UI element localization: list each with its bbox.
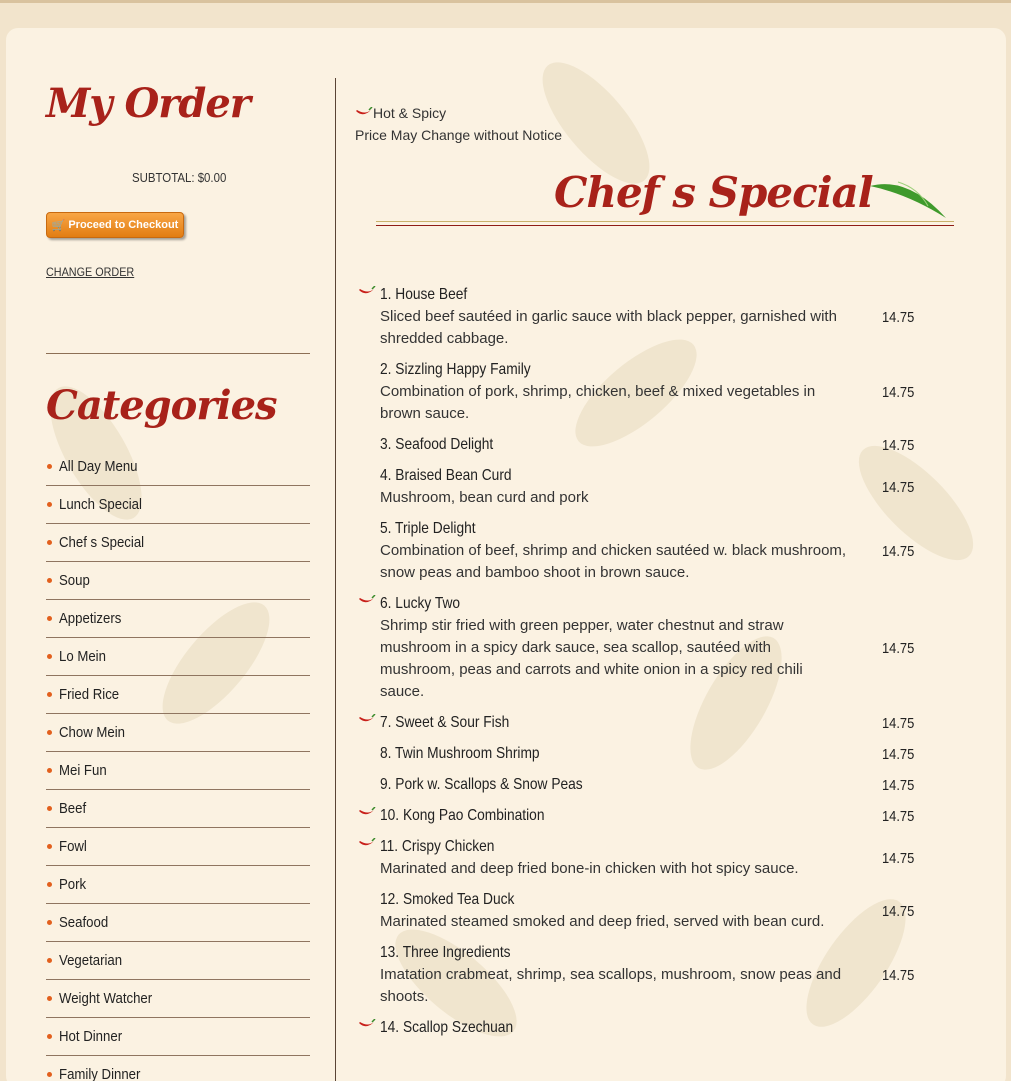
menu-item-price: 14.75: [882, 436, 915, 454]
categories-title: Categories: [46, 382, 277, 429]
category-list: [46, 448, 310, 1081]
category-item[interactable]: [46, 752, 310, 790]
menu-item-body: [380, 1017, 850, 1039]
change-order-link[interactable]: CHANGE ORDER: [46, 265, 135, 279]
category-label: Family Dinner: [59, 1066, 141, 1081]
top-bar: [0, 0, 1011, 3]
bullet-icon: [47, 882, 52, 887]
menu-item-price: 14.75: [882, 776, 915, 794]
category-label: Fowl: [59, 838, 87, 855]
bullet-icon: [47, 502, 52, 507]
section-title: Chef s Special: [554, 168, 873, 217]
menu-item[interactable]: [355, 938, 975, 1013]
menu-item-price: 14.75: [882, 383, 915, 401]
bullet-icon: [47, 996, 52, 1001]
menu-item-body: [380, 284, 850, 350]
menu-item-body: [380, 942, 850, 1008]
menu-item[interactable]: [355, 355, 975, 430]
bullet-icon: [47, 730, 52, 735]
menu-item-name: 11. Crispy Chicken: [380, 838, 495, 855]
menu-item[interactable]: [355, 1013, 975, 1044]
bullet-icon: [47, 768, 52, 773]
category-label: Vegetarian: [59, 952, 123, 969]
category-label: Lunch Special: [59, 496, 142, 513]
menu-item-description: Imatation crabmeat, shrimp, sea scallops, mushroom, snow peas and shoots.: [380, 966, 842, 1005]
category-item[interactable]: [46, 676, 310, 714]
checkout-button-label: Proceed to Checkout: [68, 219, 179, 231]
menu-item-price: 14.75: [882, 639, 915, 657]
category-item[interactable]: [46, 448, 310, 486]
bullet-icon: [47, 654, 52, 659]
menu-item-name: 10. Kong Pao Combination: [380, 807, 545, 824]
category-item[interactable]: [46, 486, 310, 524]
menu-item-price: 14.75: [882, 308, 915, 326]
bullet-icon: [47, 844, 52, 849]
menu-item-body: [380, 743, 850, 765]
category-item[interactable]: [46, 638, 310, 676]
menu-item-price: 14.75: [882, 902, 915, 920]
category-label: Pork: [59, 876, 87, 893]
category-item[interactable]: [46, 980, 310, 1018]
chili-pepper-icon: [358, 838, 376, 850]
chili-pepper-icon: [358, 807, 376, 819]
menu-item-price: 14.75: [882, 714, 915, 732]
main-panel: [6, 28, 1006, 1081]
menu-item[interactable]: [355, 280, 975, 355]
menu-item-body: [380, 593, 850, 703]
category-item[interactable]: [46, 942, 310, 980]
menu-item-price: 14.75: [882, 478, 915, 496]
menu-item-description: Marinated and deep fried bone-in chicken with hot spicy sauce.: [380, 860, 799, 877]
menu-item-list: [355, 280, 975, 1044]
menu-item-description: Sliced beef sautéed in garlic sauce with black pepper, garnished with shredded cabbage.: [380, 308, 837, 347]
bullet-icon: [47, 616, 52, 621]
category-label: Hot Dinner: [59, 1028, 123, 1045]
category-item[interactable]: [46, 866, 310, 904]
menu-item[interactable]: [355, 708, 975, 739]
menu-item-name: 9. Pork w. Scallops & Snow Peas: [380, 776, 583, 793]
category-label: Lo Mein: [59, 648, 106, 665]
category-item[interactable]: [46, 790, 310, 828]
category-label: All Day Menu: [59, 458, 138, 475]
menu-item-body: [380, 774, 850, 796]
bullet-icon: [47, 540, 52, 545]
menu-item-body: [380, 434, 850, 456]
menu-item-name: 4. Braised Bean Curd: [380, 467, 512, 484]
menu-item-body: [380, 359, 850, 425]
menu-item[interactable]: [355, 770, 975, 801]
bullet-icon: [47, 464, 52, 469]
chili-pepper-icon: [355, 107, 373, 119]
menu-item-body: [380, 836, 850, 880]
menu-item-name: 13. Three Ingredients: [380, 944, 511, 961]
my-order-title: My Order: [46, 80, 250, 127]
menu-item-body: [380, 465, 850, 509]
menu-notes: [355, 102, 562, 146]
chili-pepper-icon: [358, 714, 376, 726]
menu-item-body: [380, 889, 850, 933]
category-item[interactable]: [46, 524, 310, 562]
menu-item-description: Marinated steamed smoked and deep fried, served with bean curd.: [380, 913, 825, 930]
menu-item-description: Combination of beef, shrimp and chicken sautéed w. black mushroom, snow peas and bamboo shoot in brown sauce.: [380, 542, 847, 581]
bullet-icon: [47, 692, 52, 697]
category-label: Chef s Special: [59, 534, 145, 551]
bullet-icon: [47, 578, 52, 583]
menu-item-price: 14.75: [882, 849, 915, 867]
category-label: Seafood: [59, 914, 109, 931]
menu-item[interactable]: [355, 461, 975, 514]
bullet-icon: [47, 806, 52, 811]
menu-item[interactable]: [355, 885, 975, 938]
menu-item-name: 3. Seafood Delight: [380, 436, 494, 453]
hot-spicy-label: Hot & Spicy: [373, 105, 447, 121]
menu-item[interactable]: [355, 739, 975, 770]
bullet-icon: [47, 1034, 52, 1039]
category-item[interactable]: [46, 562, 310, 600]
category-label: Weight Watcher: [59, 990, 153, 1007]
price-notice: Price May Change without Notice: [355, 127, 562, 143]
category-label: Mei Fun: [59, 762, 107, 779]
category-label: Soup: [59, 572, 90, 589]
menu-item-body: [380, 712, 850, 734]
bamboo-leaf-icon: [868, 176, 948, 224]
menu-item-body: [380, 805, 850, 827]
menu-item-name: 7. Sweet & Sour Fish: [380, 714, 510, 731]
menu-item-description: Combination of pork, shrimp, chicken, beef & mixed vegetables in brown sauce.: [380, 383, 816, 422]
menu-item-price: 14.75: [882, 542, 915, 560]
category-label: Appetizers: [59, 610, 122, 627]
bullet-icon: [47, 958, 52, 963]
chili-pepper-icon: [358, 1019, 376, 1031]
menu-item-price: 14.75: [882, 966, 915, 984]
menu-item[interactable]: [355, 832, 975, 885]
bullet-icon: [47, 1072, 52, 1077]
category-item[interactable]: [46, 828, 310, 866]
category-label: Beef: [59, 800, 87, 817]
menu-item-name: 1. House Beef: [380, 286, 468, 303]
cart-icon: 🛒: [51, 219, 66, 232]
menu-item-name: 2. Sizzling Happy Family: [380, 361, 531, 378]
category-label: Fried Rice: [59, 686, 120, 703]
category-item[interactable]: [46, 600, 310, 638]
menu-item-name: 8. Twin Mushroom Shrimp: [380, 745, 540, 762]
menu-item-price: 14.75: [882, 745, 915, 763]
title-rule: [376, 225, 954, 226]
menu-item-body: [380, 518, 850, 584]
menu-item[interactable]: [355, 430, 975, 461]
menu-item[interactable]: [355, 514, 975, 589]
menu-item-description: Mushroom, bean curd and pork: [380, 489, 589, 506]
category-item[interactable]: [46, 714, 310, 752]
category-item[interactable]: [46, 904, 310, 942]
proceed-to-checkout-button[interactable]: [46, 212, 184, 238]
title-rule: [376, 221, 954, 222]
menu-item-price: 14.75: [882, 807, 915, 825]
hot-spicy-legend: [355, 102, 562, 124]
left-divider: [46, 353, 310, 354]
column-divider: [335, 78, 336, 1081]
menu-item-name: 5. Triple Delight: [380, 520, 476, 537]
menu-item-name: 12. Smoked Tea Duck: [380, 891, 515, 908]
chili-pepper-icon: [358, 286, 376, 298]
menu-item-name: 6. Lucky Two: [380, 595, 461, 612]
subtotal-text: SUBTOTAL: $0.00: [132, 170, 227, 185]
category-item[interactable]: [46, 1056, 310, 1081]
menu-item-name: 14. Scallop Szechuan: [380, 1019, 514, 1036]
menu-item[interactable]: [355, 801, 975, 832]
category-item[interactable]: [46, 1018, 310, 1056]
bullet-icon: [47, 920, 52, 925]
menu-item[interactable]: [355, 589, 975, 708]
chili-pepper-icon: [358, 595, 376, 607]
category-label: Chow Mein: [59, 724, 126, 741]
menu-item-description: Shrimp stir fried with green pepper, water chestnut and straw mushroom in a spicy dark sauce, sea scallop, sautéed with mushroom, peas and carrots and white onion in a spicy red chili sauce.: [380, 617, 803, 700]
